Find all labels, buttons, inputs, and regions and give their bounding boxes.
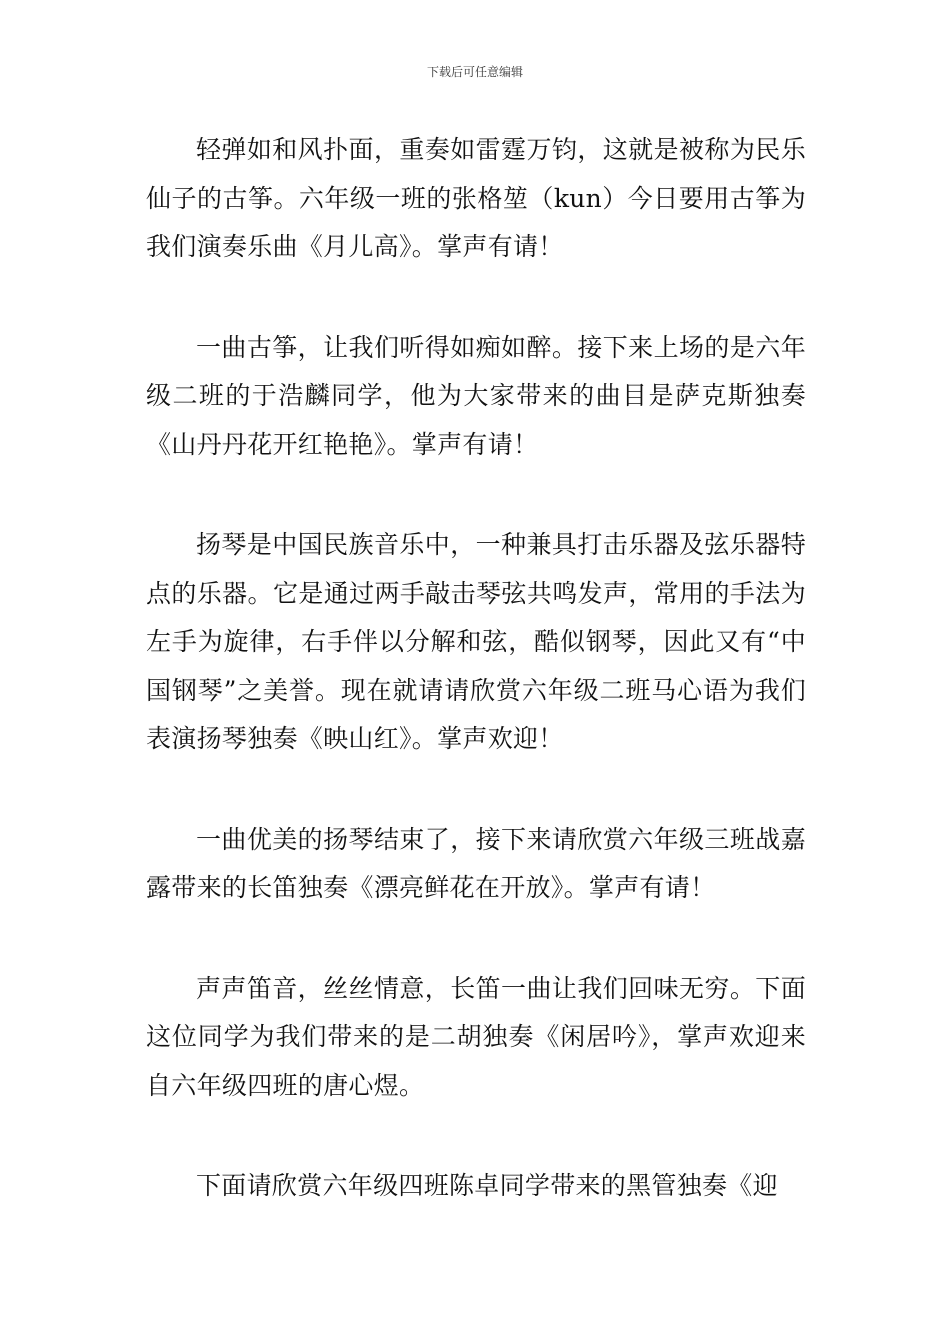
- paragraph-guzheng: 轻弹如和风扑面，重奏如雷霆万钧，这就是被称为民乐仙子的古筝。六年级一班的张格堃（kun）今日要用古筝为我们演奏乐曲《月儿高》。掌声有请！: [146, 135, 806, 261]
- document-body: [146, 126, 806, 1263]
- paragraph-erhu: 声声笛音，丝丝情意，长笛一曲让我们回味无穷。下面这位同学为我们带来的是二胡独奏《闲居吟》，掌声欢迎来自六年级四班的唐心煜。: [146, 973, 806, 1100]
- paragraph-saxophone: 一曲古筝，让我们听得如痴如醉。接下来上场的是六年级二班的于浩麟同学，他为大家带来的曲目是萨克斯独奏《山丹丹花开红艳艳》。掌声有请！: [146, 332, 806, 459]
- paragraph-flute: 一曲优美的扬琴结束了，接下来请欣赏六年级三班战嘉露带来的长笛独奏《漂亮鲜花在开放》。掌声有请！: [146, 824, 806, 902]
- page-header: 下载后可任意编辑: [426, 65, 523, 79]
- paragraph-clarinet: 下面请欣赏六年级四班陈卓同学带来的黑管独奏《迎: [196, 1171, 778, 1200]
- paragraph-yangqin: 扬琴是中国民族音乐中，一种兼具打击乐器及弦乐器特点的乐器。它是通过两手敲击琴弦共鸣发声，常用的手法为左手为旋律，右手伴以分解和弦，酷似钢琴，因此又有“中国钢琴”之美誉。现在就请请欣赏六年级二班马心语为我们表演扬琴独奏《映山红》。掌声欢迎！: [146, 530, 806, 753]
